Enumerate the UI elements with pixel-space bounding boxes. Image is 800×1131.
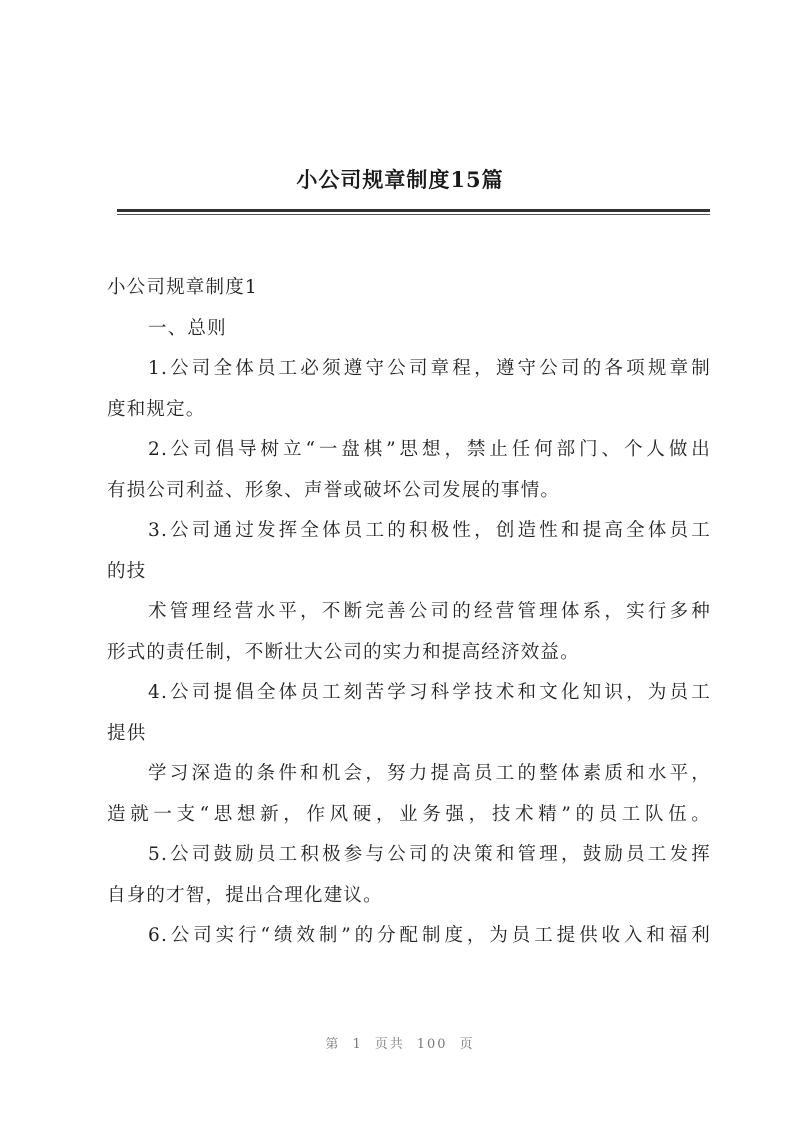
- paragraph-line: 2.公司倡导树立“一盘棋”思想，禁止任何部门、个人做出: [148, 439, 711, 460]
- page-label-suffix: 页: [459, 1037, 475, 1052]
- paragraph-line: 6.公司实行“绩效制”的分配制度，为员工提供收入和福利: [148, 925, 711, 946]
- page-label-mid: 页共: [374, 1037, 405, 1052]
- document-body: [107, 268, 711, 957]
- paragraph-line: 4.公司提倡全体员工刻苦学习科学技术和文化知识，为员工: [148, 682, 711, 703]
- current-page-number: 1: [352, 1037, 363, 1052]
- paragraph-line: 形式的责任制，不断壮大公司的实力和提高经济效益。: [107, 641, 580, 663]
- paragraph-line: 术管理经营水平，不断完善公司的经营管理体系，实行多种: [148, 601, 711, 622]
- paragraph-line: 3.公司通过发挥全体员工的积极性，创造性和提高全体员工: [148, 520, 711, 541]
- document-title: 小公司规章制度15篇: [296, 167, 504, 192]
- page-label-prefix: 第: [325, 1037, 341, 1052]
- paragraph-line: 度和规定。: [107, 398, 206, 420]
- paragraph-line: 提供: [107, 722, 147, 744]
- paragraph-line: 5.公司鼓励员工积极参与公司的决策和管理，鼓励员工发挥: [148, 844, 711, 865]
- paragraph-line: 有损公司利益、形象、声誉或破坏公司发展的事情。: [107, 479, 561, 501]
- paragraph-line: 造就一支“思想新，作风硬，业务强，技术精”的员工队伍。: [107, 803, 711, 825]
- paragraph-line: 学习深造的条件和机会，努力提高员工的整体素质和水平，: [148, 763, 711, 784]
- paragraph-line: 1.公司全体员工必须遵守公司章程，遵守公司的各项规章制: [148, 358, 711, 379]
- title-divider-thin: [117, 214, 710, 215]
- chapter-heading: 一、总则: [148, 317, 227, 339]
- title-divider-thick: [117, 209, 710, 212]
- total-pages-number: 100: [416, 1037, 448, 1052]
- paragraph-line: 的技: [107, 560, 147, 582]
- page-footer: [0, 1033, 800, 1052]
- paragraph-line: 自身的才智，提出合理化建议。: [107, 884, 383, 906]
- section-heading: 小公司规章制度1: [107, 277, 258, 298]
